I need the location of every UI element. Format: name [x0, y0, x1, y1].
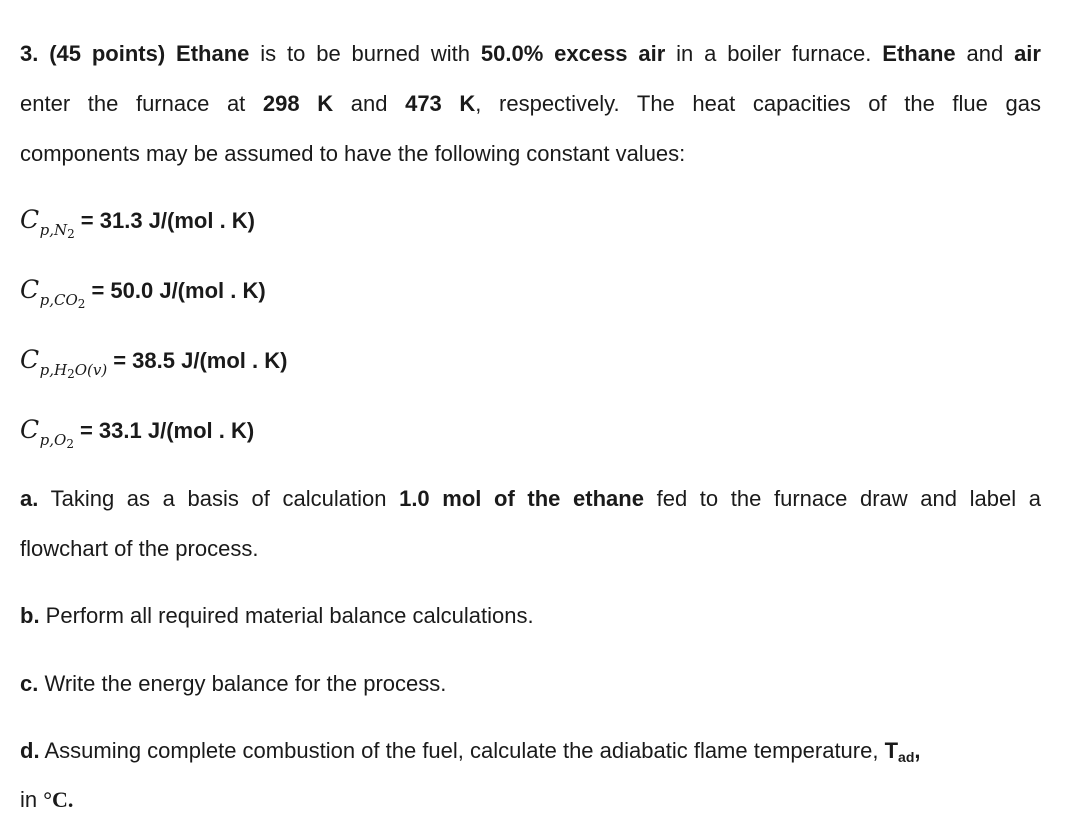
cp-value: = 50.0 J/(mol . K): [91, 278, 266, 303]
text-span: and: [333, 91, 406, 116]
cp-value: = 38.5 J/(mol . K): [113, 348, 288, 373]
part-a-label: a.: [20, 486, 39, 511]
text-span: Assuming complete combustion of the fuel, calculate the adiabatic flame temperature,: [39, 738, 885, 763]
keyword-excess-air: 50.0% excess air: [480, 41, 666, 66]
part-d-line-1: [20, 737, 921, 767]
cp-value: = 31.3 J/(mol . K): [80, 208, 256, 233]
part-c: [20, 670, 446, 698]
cp-subscript: p,CO: [39, 291, 78, 309]
part-a-line-2: flowchart of the process.: [20, 536, 259, 561]
text-span: enter the furnace at: [20, 91, 263, 116]
punctuation: ,: [914, 738, 921, 763]
text-span: is to be burned with: [249, 41, 481, 66]
keyword-ethane: Ethane: [176, 41, 250, 66]
heat-capacity-o2: [20, 415, 255, 451]
cp-value: = 33.1 J/(mol . K): [79, 418, 255, 443]
part-b-label: b.: [20, 603, 40, 628]
t-ad-subscript: ad: [898, 749, 915, 765]
cp-subscript: p,O: [39, 431, 67, 449]
cp-subscript-number: 2: [67, 367, 75, 381]
text-span: and: [955, 41, 1015, 66]
text-span: Taking as a basis of calculation: [38, 486, 400, 511]
intro-line-1: [20, 40, 1041, 68]
text-span: Write the energy balance for the process.: [38, 671, 447, 696]
cp-symbol: C: [20, 275, 40, 304]
keyword-ethane: Ethane: [882, 41, 956, 66]
intro-line-2: [20, 90, 1041, 118]
text-span: fed to the furnace draw and label a: [643, 486, 1041, 511]
part-d-label: d.: [20, 738, 40, 763]
question-label: 3. (45 points): [20, 41, 166, 66]
intro-line-3: components may be assumed to have the following constant values:: [20, 141, 686, 166]
part-a-line-1: [20, 485, 1041, 513]
air-temperature: 473 K: [405, 91, 476, 116]
heat-capacity-co2: [20, 275, 266, 311]
part-c-label: c.: [20, 671, 39, 696]
unit-celsius: °C.: [43, 787, 74, 812]
cp-subscript: p,N: [39, 221, 68, 239]
cp-subscript-number: 2: [66, 437, 74, 451]
cp-symbol: C: [20, 415, 40, 444]
keyword-basis: 1.0 mol of the ethane: [399, 486, 644, 511]
cp-symbol: C: [20, 205, 40, 234]
t-ad-symbol: T: [884, 738, 899, 763]
cp-symbol: C: [20, 345, 40, 374]
text-span: in a boiler furnace.: [665, 41, 883, 66]
part-d-line-2: [20, 786, 73, 814]
keyword-air: air: [1014, 41, 1041, 66]
ethane-temperature: 298 K: [262, 91, 334, 116]
text-span: , respectively. The heat capacities of the flue gas: [475, 91, 1041, 116]
text-span: in: [20, 787, 44, 812]
text-span: Perform all required material balance calculations.: [39, 603, 534, 628]
heat-capacity-h2o: [20, 345, 288, 381]
part-b: [20, 602, 534, 630]
cp-subscript-number: 2: [77, 297, 86, 311]
cp-subscript: p,H: [39, 361, 68, 379]
heat-capacity-n2: [20, 205, 256, 241]
cp-subscript-number: 2: [67, 227, 75, 241]
cp-subscript-suffix: O(v): [74, 361, 108, 379]
